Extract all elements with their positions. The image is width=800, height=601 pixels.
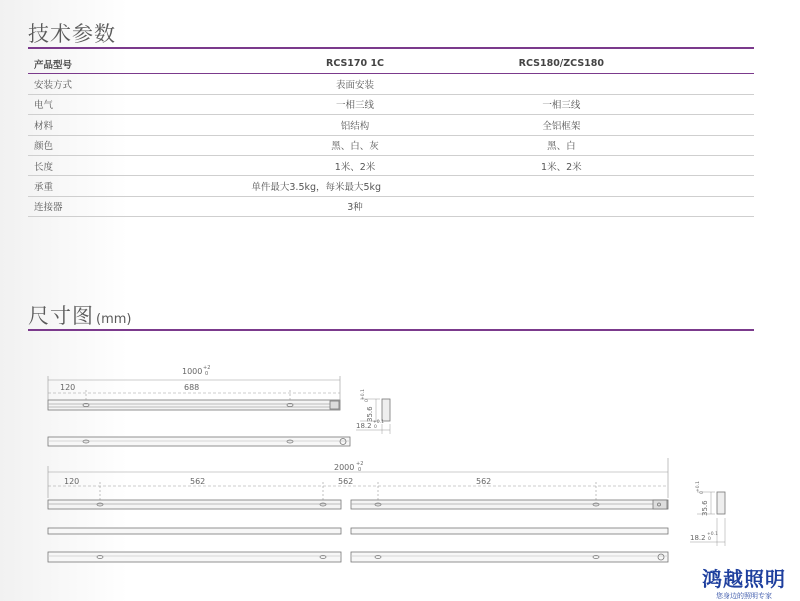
tech-title-divider bbox=[28, 47, 754, 49]
row-label: 承重 bbox=[28, 176, 197, 196]
brand-tagline: 您身边的照明专家 bbox=[716, 592, 772, 600]
row-value-a: 铝结构 bbox=[197, 115, 512, 135]
table-row bbox=[28, 135, 754, 155]
dim-track2-total-tol-bottom: 0 bbox=[358, 467, 362, 473]
table-header-row bbox=[28, 54, 754, 74]
dim-track1-total-tol-bottom: 0 bbox=[205, 371, 209, 377]
dim-track1-total-tol-top: +2 bbox=[203, 365, 211, 371]
dim-track1-height-tol-bottom: 0 bbox=[365, 399, 370, 402]
track-2m-top-view bbox=[48, 500, 668, 509]
dimension-drawings bbox=[0, 340, 800, 580]
dim-track1-width-tol-bottom: 0 bbox=[374, 425, 377, 430]
track-1m-bottom-view bbox=[48, 437, 350, 446]
row-value-b: 黑、白 bbox=[513, 135, 754, 155]
track-2m-bottom-view bbox=[48, 552, 668, 562]
table-row bbox=[28, 155, 754, 175]
dim-track1-width-tol-top: +0.1 bbox=[373, 420, 384, 425]
dim-title-divider bbox=[28, 329, 754, 331]
row-value-b: 一相三线 bbox=[513, 94, 754, 114]
header-rcs180: RCS180/ZCS180 bbox=[513, 54, 754, 74]
dim-track2-seg2: 562 bbox=[190, 477, 206, 486]
track-1m-top-view bbox=[48, 400, 340, 410]
table-row bbox=[28, 115, 754, 135]
row-label: 安装方式 bbox=[28, 74, 197, 94]
tech-params-title: 技术参数 bbox=[28, 22, 116, 46]
row-label: 长度 bbox=[28, 155, 197, 175]
dimensions-unit: (mm) bbox=[96, 312, 132, 327]
table-row bbox=[28, 94, 754, 114]
dimensions-title: 尺寸图 (mm) bbox=[28, 304, 132, 328]
dim-track2-seg4: 562 bbox=[476, 477, 492, 486]
dim-track2-height-tol-bottom: 0 bbox=[700, 491, 705, 494]
header-rcs170: RCS170 1C bbox=[197, 54, 512, 74]
dim-track2-seg3: 562 bbox=[338, 477, 354, 486]
table-row bbox=[28, 176, 754, 196]
row-value-b bbox=[513, 176, 754, 196]
dim-track1-height-tol-top: +0.1 bbox=[361, 389, 366, 400]
row-value-a: 1米、2米 bbox=[197, 155, 512, 175]
dim-track2-seg1: 120 bbox=[64, 477, 80, 486]
row-value-a: 一相三线 bbox=[197, 94, 512, 114]
row-value-b: 全铝框架 bbox=[513, 115, 754, 135]
header-model: 产品型号 bbox=[28, 54, 197, 74]
row-value-a: 单件最大3.5kg，每米最大5kg bbox=[197, 176, 512, 196]
dim-track1-height: 35.6 bbox=[366, 406, 374, 422]
table-row bbox=[28, 196, 754, 216]
row-value-b bbox=[513, 74, 754, 94]
dim-track2-width-tol-top: +0.1 bbox=[707, 532, 718, 537]
dim-track1-seg1: 120 bbox=[60, 383, 76, 392]
dim-track2-width: 18.2 bbox=[690, 534, 706, 542]
dim-track1-seg2: 688 bbox=[184, 383, 200, 392]
row-value-a: 黑、白、灰 bbox=[197, 135, 512, 155]
row-value-b bbox=[513, 196, 754, 216]
brand-logo bbox=[702, 563, 786, 601]
row-value-b: 1米、2米 bbox=[513, 155, 754, 175]
dim-track2-height: 35.6 bbox=[701, 500, 709, 516]
row-label: 颜色 bbox=[28, 135, 197, 155]
table-row bbox=[28, 74, 754, 94]
row-label: 电气 bbox=[28, 94, 197, 114]
brand-name: 鸿越照明 bbox=[702, 567, 786, 591]
track-2m-middle-view bbox=[48, 528, 668, 534]
dim-track1-total: 1000 bbox=[182, 367, 203, 376]
dim-track2-total: 2000 bbox=[334, 463, 355, 472]
row-value-a: 表面安装 bbox=[197, 74, 512, 94]
row-value-a: 3种 bbox=[197, 196, 512, 216]
dim-track2-total-tol-top: +2 bbox=[356, 461, 364, 467]
dim-track1-width: 18.2 bbox=[356, 422, 372, 430]
spec-table bbox=[28, 54, 754, 217]
row-label: 材料 bbox=[28, 115, 197, 135]
dim-track2-width-tol-bottom: 0 bbox=[708, 537, 711, 542]
dim-track2-height-tol-top: +0.1 bbox=[696, 481, 701, 492]
row-label: 连接器 bbox=[28, 196, 197, 216]
